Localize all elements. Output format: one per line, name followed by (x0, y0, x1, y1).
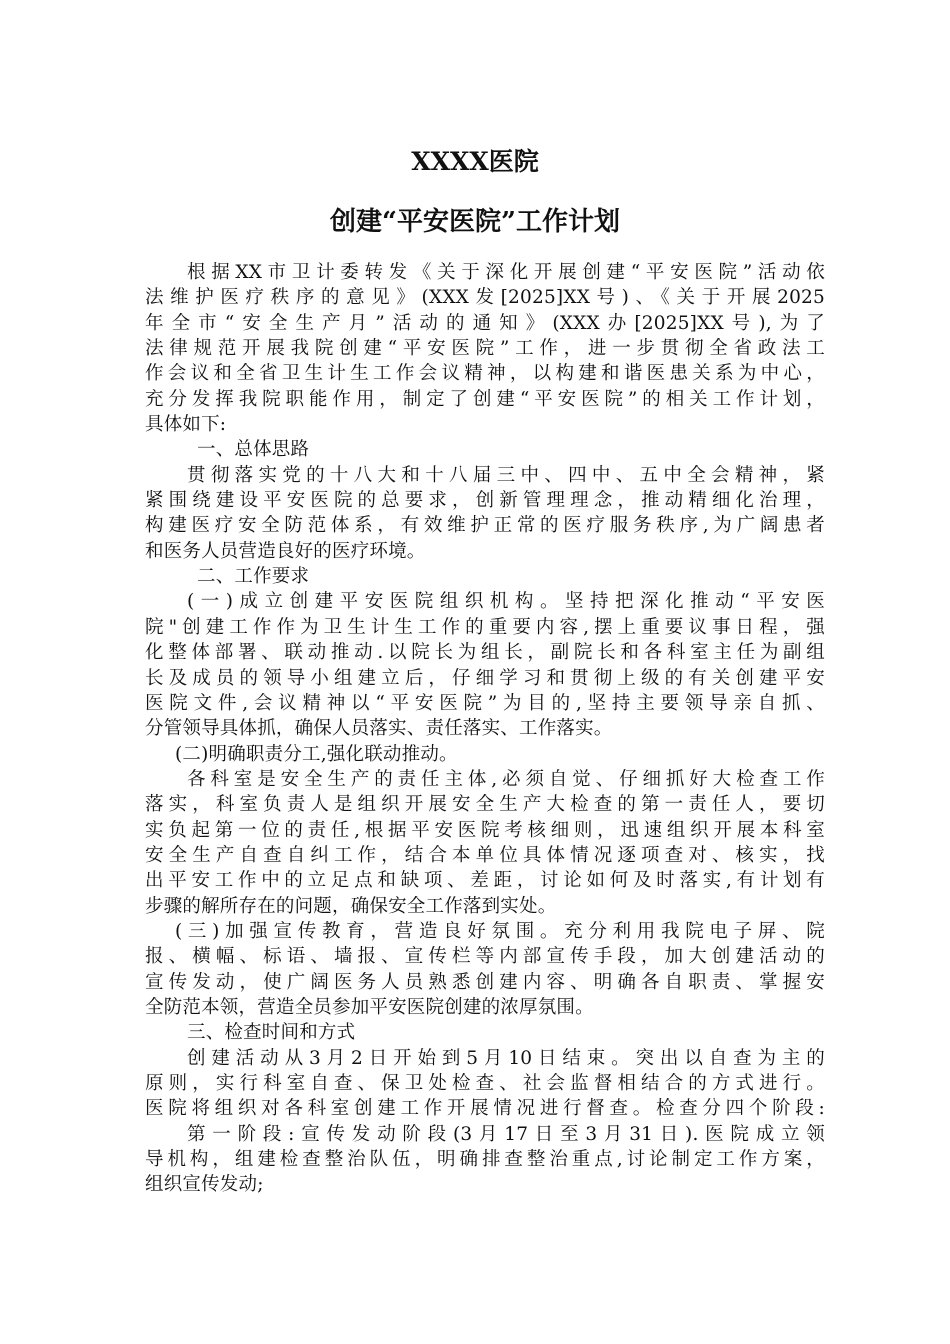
paragraph-line: 作会议和全省卫生计生工作会议精神，以构建和谐医患关系为中心， (145, 363, 825, 385)
paragraph-line: 法维护医疗秩序的意见》(XXX发[2025]XX号)、《关于开展2025 (145, 287, 825, 309)
paragraph-line: 实负起第一位的责任,根据平安医院考核细则，迅速组织开展本科室 (145, 819, 825, 841)
paragraph-line: 化整体部署、联动推动.以院长为组长，副院长和各科室主任为副组 (145, 642, 825, 664)
paragraph-line: 创建活动从3月2日开始到5月10日结束。突出以自查为主的 (187, 1047, 825, 1069)
paragraph-line: 宣传发动，使广阔医务人员熟悉创建内容、明确各自职责、掌握安 (145, 971, 825, 993)
paragraph-line: (三)加强宣传教育，营造良好氛围。充分利用我院电子屏、院 (175, 920, 825, 942)
paragraph-line: 落实，科室负责人是组织开展安全生产大检查的第一责任人，要切 (145, 794, 825, 816)
paragraph-line: 充分发挥我院职能作用，制定了创建“平安医院”的相关工作计划， (145, 388, 825, 410)
paragraph-line: 法律规范开展我院创建“平安医院”工作，进一步贯彻全省政法工 (145, 338, 825, 360)
subsection-heading: (二)明确职责分工,强化联动推动。 (175, 743, 458, 765)
paragraph-line: 根据XX市卫计委转发《关于深化开展创建“平安医院”活动依 (187, 262, 825, 283)
paragraph-line: 第一阶段:宣传发动阶段(3月17日至3月31日).医院成立领 (187, 1123, 825, 1145)
paragraph-line: 年全市“安全生产月”活动的通知》(XXX办[2025]XX号),为了 (145, 312, 825, 334)
paragraph-line: 院"创建工作作为卫生计生工作的重要内容,摆上重要议事日程，强 (145, 616, 825, 638)
paragraph-line: (一)成立创建平安医院组织机构。坚持把深化推动“平安医 (187, 591, 825, 613)
doc-body (145, 260, 825, 1198)
paragraph-line: 各科室是安全生产的责任主体,必须自觉、仔细抓好大检查工作 (187, 768, 825, 790)
paragraph-line: 构建医疗安全防范体系，有效维护正常的医疗服务秩序,为广阔患者 (145, 515, 825, 537)
paragraph-line: 组织宣传发动; (145, 1174, 264, 1196)
paragraph-line: 出平安工作中的立足点和缺项、差距，讨论如何及时落实,有计划有 (145, 870, 825, 892)
section-heading: 三、检查时间和方式 (187, 1022, 356, 1044)
paragraph-line: 医院文件,会议精神以“平安医院”为目的,坚持主要领导亲自抓、 (145, 692, 825, 714)
paragraph-line: 全防范本领，营造全员参加平安医院创建的浓厚氛围。 (145, 996, 594, 1018)
paragraph-line: 长及成员的领导小组建立后，仔细学习和贯彻上级的有关创建平安 (145, 667, 825, 689)
paragraph-line: 导机构，组建检查整治队伍，明确排查整治重点,讨论制定工作方案， (145, 1149, 825, 1171)
paragraph-line: 具体如下: (145, 414, 227, 436)
section-heading: 二、工作要求 (197, 566, 310, 588)
paragraph-line: 报、横幅、标语、墙报、宣传栏等内部宣传手段，加大创建活动的 (145, 946, 825, 968)
paragraph-line: 紧围绕建设平安医院的总要求，创新管理理念，推动精细化治理， (145, 490, 825, 512)
section-heading: 一、总体思路 (197, 439, 310, 461)
paragraph-line: 原则，实行科室自查、保卫处检查、社会监督相结合的方式进行。 (145, 1073, 825, 1094)
doc-title-plan: 创建“平安医院”工作计划 (330, 207, 620, 237)
paragraph-line: 分管领导具体抓，确保人员落实、责任落实、工作落实。 (145, 718, 613, 740)
paragraph-line: 贯彻落实党的十八大和十八届三中、四中、五中全会精神，紧 (187, 464, 825, 486)
paragraph-line: 和医务人员营造良好的医疗环境。 (145, 540, 426, 562)
paragraph-line: 医院将组织对各科室创建工作开展情况进行督查。检查分四个阶段: (145, 1098, 825, 1120)
doc-title-hospital: XXXX医院 (411, 147, 539, 176)
paragraph-line: 安全生产自查自纠工作，结合本单位具体情况逐项查对、核实，找 (145, 844, 825, 866)
paragraph-line: 步骤的解所存在的问题，确保安全工作落到实处。 (145, 895, 557, 917)
